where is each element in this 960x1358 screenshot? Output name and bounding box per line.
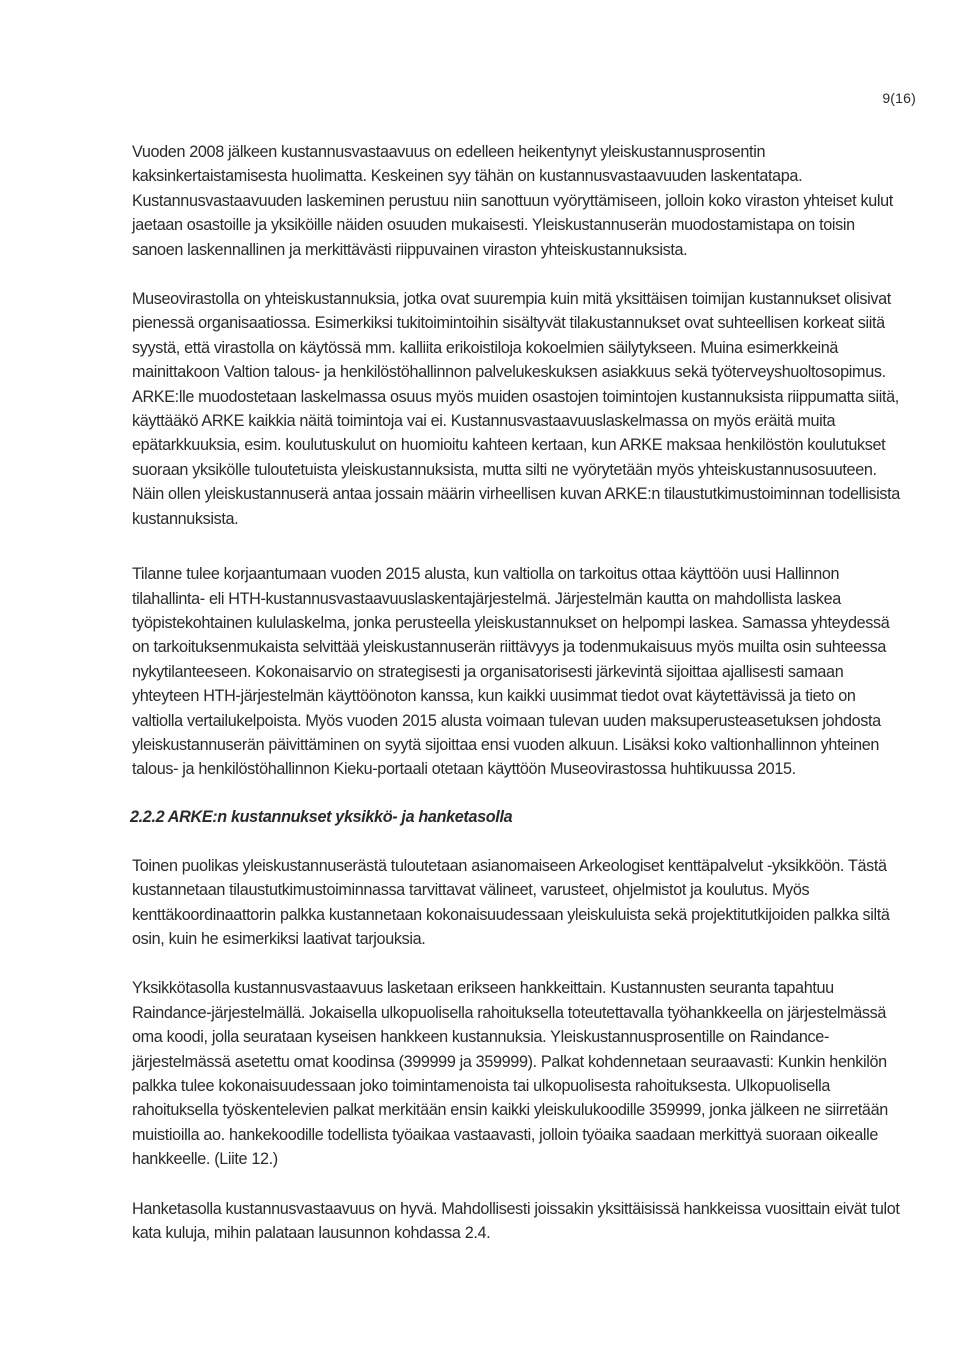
section-heading: 2.2.2 ARKE:n kustannukset yksikkö- ja hanketasolla [130, 807, 513, 826]
paragraph-unit-level: Yksikkötasolla kustannusvastaavuus lasketaan erikseen hankkeittain. Kustannusten seuranta tapahtuu Raindance-järjestelmällä. Jokaisella ulkopuolisella rahoituksella toteutettavalla työhankkeella on järjestelmässä oma koodi, jolla seurataan kyseisen hankkeen kustannuksia. Yleiskustannusprosentille on Raindance-järjestelmässä asetettu omat koodinsa (399999 ja 359999). Palkat kohdennetaan seuraavasti: Kunkin henkilön palkka tulee kokonaisuudessaan joko toimintamenoista tai ulkopuolisesta rahoituksesta. Ulkopuolisella rahoituksella työskentelevien palkat merkitään ensin kaikki yleiskulukoodille 359999, jonka jälkeen ne siirretään muistioilla ao. hankekoodille todellista työaikaa vastaavasti, jolloin työaika saadaan merkittyä suoraan oikealle hankkeelle. (Liite 12.) [132, 979, 888, 1169]
paragraph-shared-costs: Museovirastolla on yhteiskustannuksia, jotka ovat suurempia kuin mitä yksittäisen toimijan kustannukset olisivat pienessä organisaatiossa. Esimerkiksi tukitoimintoihin sisältyvät tilakustannukset ovat suhteellisen korkeat siitä syystä, että virastolla on käytössä mm. kalliita erikoistiloja kokoelmien säilytykseen. Muina esimerkkeinä mainittakoon Valtion talous- ja henkilöstöhallinnon palvelukeskuksen asiakkuus sekä työterveyshuoltosopimus. ARKE:lle muodostetaan laskelmassa osuus myös muiden osastojen toimintojen kustannuksista riippumatta siitä, käyttääkö ARKE kaikkia näitä toimintoja vai ei. Kustannusvastaavuuslaskelmassa on myös eräitä muita epätarkkuuksia, esim. koulutuskulut on huomioitu kahteen kertaan, kun ARKE maksaa henkilöstön koulutukset suoraan yksikölle tuloutetuista yleiskustannuksista, mutta silti ne vyörytetään myös yhteiskustannusosuuteen. Näin ollen yleiskustannuserä antaa jossain määrin virheellisen kuvan ARKE:n tilaustutkimustoiminnan todellisista kustannuksista. [132, 290, 900, 528]
document-body [132, 140, 902, 1245]
paragraph-hth-system: Tilanne tulee korjaantumaan vuoden 2015 alusta, kun valtiolla on tarkoitus ottaa käyttöön uusi Hallinnon tilahallinta- eli HTH-kustannusvastaavuuslaskentajärjestelmä. Järjestelmän kautta on mahdollista laskea työpistekohtainen kululaskelma, jonka perusteella yleiskustannukset on helpompi laskea. Samassa yhteydessä on tarkoituksenmukaista selvittää yleiskustannuserän riittävyys ja todenmukaisuus myös muilta osin suhteessa nykytilanteeseen. Kokonaisarvio on strategisesti ja organisatorisesti järkevintä sijoittaa ajallisesti samaan yhteyteen HTH-järjestelmän käyttöönoton kanssa, kun kaikki uusimmat tiedot ovat käytettävissä ja tieto on valtiolla vertailukelpoista. Myös vuoden 2015 alusta voimaan tulevan uuden maksuperusteasetuksen johdosta yleiskustannuserän päivittäminen on syytä sijoittaa ensi vuoden alkuun. Lisäksi koko valtionhallinnon yhteinen talous- ja henkilöstöhallinnon Kieku-portaali otetaan käyttöön Museovirastossa huhtikuussa 2015. [132, 565, 890, 779]
paragraph-project-level: Hanketasolla kustannusvastaavuus on hyvä. Mahdollisesti joissakin yksittäisissä hankkeissa vuosittain eivät tulot kata kuluja, mihin palataan lausunnon kohdassa 2.4. [132, 1199, 900, 1243]
paragraph-unit-overhead: Toinen puolikas yleiskustannuserästä tuloutetaan asianomaiseen Arkeologiset kenttäpalvelut -yksikköön. Tästä kustannetaan tilaustutkimustoiminnassa tarvittavat välineet, varusteet, ohjelmistot ja koulutus. Myös kenttäkoordinaattorin palkka kustannetaan kokonaisuudessaan yleiskuluista sekä projektitutkijoiden palkka siltä osin, kuin he esimerkiksi laativat tarjouksia. [132, 856, 890, 948]
page-number: 9(16) [882, 90, 916, 106]
paragraph-cost-recovery: Vuoden 2008 jälkeen kustannusvastaavuus on edelleen heikentynyt yleiskustannusprosentin kaksinkertaistamisesta huolimatta. Keskeinen syy tähän on kustannusvastaavuuden laskentatapa. Kustannusvastaavuuden laskeminen perustuu niin sanottuun vyöryttämiseen, jolloin koko viraston yhteiset kulut jaetaan osastoille ja yksiköille näiden osuuden mukaisesti. Yleiskustannuserän muodostamistapa on toisin sanoen laskennallinen ja merkittävästi riippuvainen viraston yhteiskustannuksista. [132, 143, 893, 259]
